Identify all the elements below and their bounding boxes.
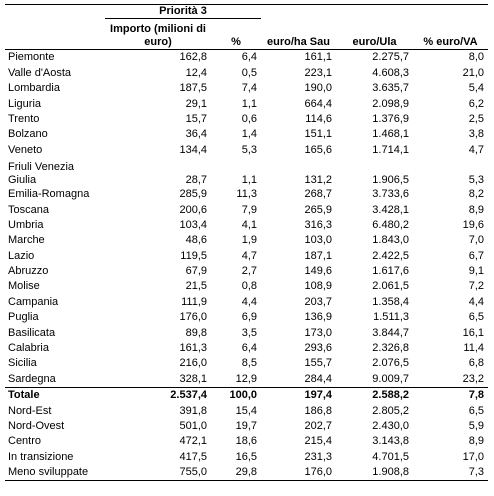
cell-name: Liguria [8,97,42,110]
cell-imp: 187,5 [179,82,207,95]
cell-ula: 3.143,8 [372,435,409,448]
cell-ha: 108,9 [304,280,332,293]
cell-va: 7,2 [468,280,484,293]
cell-ha: 664,4 [304,97,332,110]
cell-va: 6,5 [468,311,484,324]
cell-pct: 8,5 [241,357,257,370]
cell-va: 17,0 [462,450,484,463]
cell-ula: 2.422,5 [372,249,409,262]
table-row [5,112,488,127]
cell-ula: 3.428,1 [372,203,409,216]
table-row [5,403,488,418]
cell-va: 19,6 [462,218,484,231]
cell-ula: 9.009,7 [372,372,409,385]
header-row-group [5,5,488,19]
table-row [5,81,488,96]
cell-ula: 4.701,5 [372,450,409,463]
cell-ula: 1.908,8 [336,465,413,481]
cell-imp: 391,8 [179,404,207,417]
cell-imp: 36,4 [185,128,207,141]
table-row [5,356,488,371]
cell-va: 8,9 [468,203,484,216]
cell-ha: 155,7 [304,357,332,370]
cell-ula: 2.061,5 [372,280,409,293]
cell-va: 5,3 [468,173,484,186]
cell-ula: 2.326,8 [372,342,409,355]
table-row [5,158,488,187]
cell-va: 7,0 [468,234,484,247]
cell-ha: 114,6 [305,112,332,125]
cell-name: Meno sviluppate [5,465,105,481]
cell-imp: 200,6 [179,203,207,216]
cell-imp: 12,4 [185,66,207,79]
cell-ula: 1.358,4 [372,295,409,308]
cell-va: 8,9 [468,435,484,448]
cell-name: Abruzzo [8,265,49,278]
cell-va: 6,2 [468,97,484,110]
total-row [5,387,488,403]
table-body [5,50,488,481]
cell-imp: 417,5 [179,450,207,463]
cell-va: 2,5 [468,112,484,125]
cell-pct: 6,9 [241,311,257,324]
cell-ha: 187,1 [304,249,332,262]
cell-pct: 1,9 [241,234,257,247]
cell-ha: 165,6 [304,143,332,156]
cell-ula: 1.843,0 [372,234,409,247]
cell-va: 11,4 [463,342,484,355]
cell-pct: 3,5 [241,326,257,339]
cell-ha: 103,0 [304,234,332,247]
cell-imp: 89,8 [185,326,207,339]
cell-ha: 231,3 [304,450,332,463]
cell-ha: 161,1 [304,51,332,64]
table-row [5,96,488,111]
cell-name: Valle d'Aosta [8,66,72,79]
cell-name: Lazio [8,249,35,262]
table-row [5,434,488,449]
table-row [5,419,488,434]
cell-imp: 28,7 [185,173,207,186]
table-row [5,449,488,464]
cell-va: 6,7 [468,249,484,262]
cell-imp: 67,9 [185,265,207,278]
cell-imp: 755,0 [105,465,211,481]
cell-ha: 202,7 [304,419,332,432]
table-row [5,50,488,66]
cell-pct: 2,7 [241,265,257,278]
header-importo: Importo (milioni di euro) [105,19,211,50]
cell-ha: 284,4 [304,372,332,385]
cell-pct: 0,6 [241,112,257,125]
cell-ha: 197,4 [261,387,336,403]
cell-ula: 1.468,1 [372,128,409,141]
cell-ha: 173,0 [304,326,332,339]
cell-name: Molise [8,280,40,293]
table-row [5,371,488,387]
cell-va: 9,1 [468,265,484,278]
cell-ula: 3.733,6 [372,188,409,201]
cell-va: 4,4 [468,295,484,308]
table-row [5,233,488,248]
cell-ula: 2.588,2 [336,387,413,403]
cell-va: 8,0 [468,51,484,64]
header-priority: Priorità 3 [105,5,261,19]
cell-va: 5,9 [468,419,484,432]
cell-name: Calabria [8,342,49,355]
cell-ha: 131,2 [304,173,332,186]
header-blank [336,5,413,19]
cell-name: Piemonte [8,51,55,64]
cell-name: Veneto [8,143,43,156]
cell-pct: 7,4 [241,82,257,95]
cell-ha: 215,4 [304,435,332,448]
cell-ha: 203,7 [304,295,332,308]
cell-imp: 472,1 [179,435,207,448]
table-row [5,65,488,80]
cell-imp: 103,4 [179,218,207,231]
cell-ha: 265,9 [304,203,332,216]
cell-va: 3,8 [468,128,484,141]
cell-va: 4,7 [468,143,484,156]
cell-imp: 119,5 [180,249,207,262]
cell-pct: 18,6 [235,435,257,448]
cell-name: Puglia [8,311,39,324]
cell-pct: 4,7 [241,249,257,262]
cell-imp: 162,8 [179,51,207,64]
cell-pct: 29,8 [211,465,261,481]
cell-ula: 1.511,3 [373,311,409,324]
cell-name: Campania [8,295,59,308]
cell-ula: 2.076,5 [372,357,409,370]
cell-va: 7,8 [413,387,488,403]
cell-pct: 4,1 [241,218,257,231]
cell-name: Trento [8,112,40,125]
cell-imp: 48,6 [185,234,207,247]
cell-pct: 1,4 [241,128,257,141]
cell-pct: 0,8 [241,280,257,293]
cell-pct: 11,3 [236,188,257,201]
cell-pct: 0,5 [241,66,257,79]
cell-pct: 6,4 [241,342,257,355]
cell-pct: 100,0 [211,387,261,403]
cell-imp: 216,0 [179,357,207,370]
cell-ha: 151,1 [304,128,332,141]
table-row [5,142,488,157]
header-euro-ha: euro/ha Sau [261,19,336,50]
cell-ula: 1.376,9 [372,112,409,125]
cell-imp: 285,9 [179,188,207,201]
cell-ula: 1.906,5 [372,173,409,186]
cell-imp: 111,9 [181,295,207,308]
cell-ula: 1.714,1 [372,143,409,156]
table-row [5,279,488,294]
cell-name: In transizione [8,450,74,463]
cell-ha: 223,1 [304,66,332,79]
cell-ha: 149,6 [304,265,332,278]
cell-name: Sardegna [8,372,56,385]
cell-ula: 3.844,7 [372,326,409,339]
cell-ula: 1.617,6 [372,265,409,278]
header-pct: % [211,19,261,50]
cell-ha: 190,0 [304,82,332,95]
table-row [5,202,488,217]
cell-imp: 29,1 [185,97,207,110]
cell-ha: 176,0 [261,465,336,481]
header-row-columns [5,19,488,50]
cell-ula: 6.480,2 [372,218,409,231]
header-blank [413,5,488,19]
cell-name: Emilia-Romagna [8,188,90,201]
cell-imp: 161,3 [179,342,207,355]
cell-pct: 7,9 [241,203,257,216]
cell-name: Marche [8,234,45,247]
cell-pct: 5,3 [241,143,257,156]
cell-imp: 501,0 [179,419,207,432]
table-row [5,264,488,279]
cell-name: Centro [8,435,42,448]
header-euro-ula: euro/Ula [336,19,413,50]
cell-pct: 15,4 [235,404,257,417]
cell-ula: 2.098,9 [372,97,409,110]
cell-pct: 1,1 [241,97,257,110]
table-row [5,218,488,233]
cell-name: Friuli Venezia Giulia [8,160,75,186]
cell-pct: 16,5 [235,450,257,463]
cell-ha: 268,7 [304,188,332,201]
cell-va: 6,8 [468,357,484,370]
cell-pct: 6,4 [241,51,257,64]
table-row [5,127,488,142]
cell-name: Toscana [8,203,49,216]
header-blank [5,5,105,19]
cell-ha: 186,8 [304,404,332,417]
table-row [5,187,488,202]
cell-ha: 316,3 [304,218,332,231]
table-row [5,310,488,325]
cell-pct: 19,7 [235,419,257,432]
cell-pct: 4,4 [241,295,257,308]
cell-va: 6,5 [468,404,484,417]
cell-imp: 134,4 [179,143,207,156]
cell-name: Lombardia [8,82,60,95]
header-region [5,19,105,50]
header-pct-va: % euro/VA [413,19,488,50]
cell-name: Totale [5,387,105,403]
table-row [5,341,488,356]
table-row [5,248,488,263]
cell-ula: 4.608,3 [372,66,409,79]
cell-name: Sicilia [8,357,37,370]
cell-ula: 2.430,0 [372,419,409,432]
table-row [5,294,488,309]
cell-ula: 2.805,2 [372,404,409,417]
cell-va: 8,2 [468,188,484,201]
cell-name: Umbria [8,218,44,231]
cell-ha: 293,6 [304,342,332,355]
cell-name: Bolzano [8,128,48,141]
cell-ha: 136,9 [304,311,332,324]
cell-ula: 2.275,7 [372,51,409,64]
data-table [5,4,488,481]
table-row [5,465,488,481]
cell-pct: 12,9 [235,372,257,385]
cell-name: Nord-Est [8,404,52,417]
cell-va: 5,4 [468,82,484,95]
cell-name: Basilicata [8,326,56,339]
cell-name: Nord-Ovest [8,419,65,432]
cell-va: 21,0 [462,66,484,79]
cell-imp: 21,5 [185,280,207,293]
cell-ula: 3.635,7 [372,82,409,95]
cell-va: 23,2 [462,372,484,385]
cell-imp: 15,7 [185,112,207,125]
cell-va: 7,3 [413,465,488,481]
cell-imp: 176,0 [179,311,207,324]
cell-imp: 2.537,4 [105,387,211,403]
cell-pct: 1,1 [241,173,257,186]
header-blank [261,5,336,19]
cell-imp: 328,1 [179,372,207,385]
table-row [5,325,488,340]
cell-va: 16,1 [462,326,484,339]
